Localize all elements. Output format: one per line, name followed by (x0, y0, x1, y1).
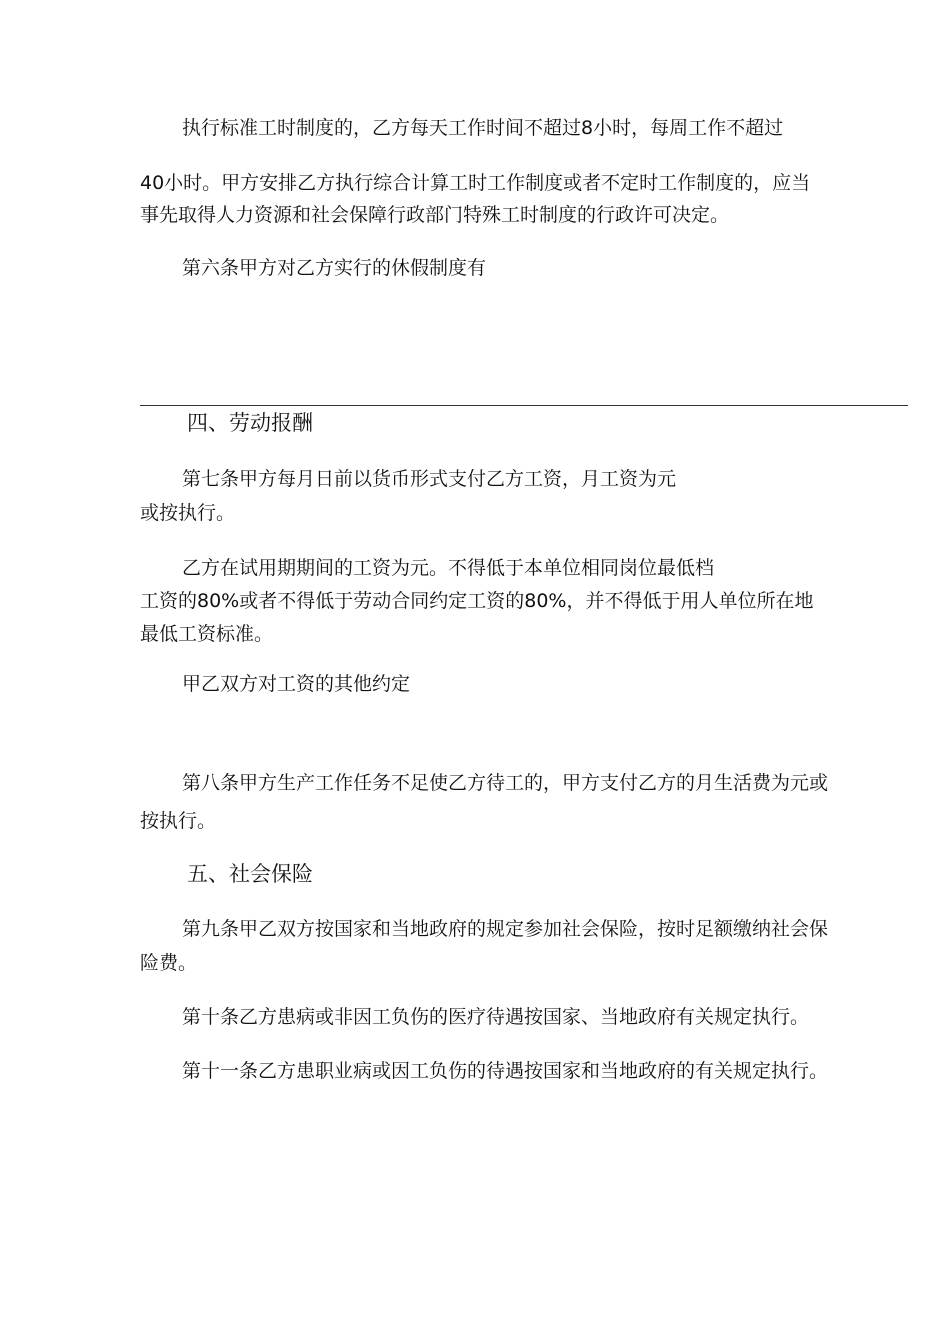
paragraph-line: 第七条甲方每月日前以货币形式支付乙方工资，月工资为元 (182, 468, 677, 490)
section-heading-social-insurance: 五、社会保险 (187, 862, 313, 886)
paragraph-line: 最低工资标准。 (140, 623, 274, 645)
paragraph-line: 乙方在试用期期间的工资为元。不得低于本单位相同岗位最低档 (182, 557, 715, 579)
paragraph-line: 第八条甲方生产工作任务不足使乙方待工的，甲方支付乙方的月生活费为元或 (182, 772, 829, 794)
paragraph-line: 甲乙双方对工资的其他约定 (182, 673, 411, 695)
paragraph-line: 工资的80%或者不得低于劳动合同约定工资的80%，并不得低于用人单位所在地 (140, 590, 814, 612)
paragraph-line: 40小时。甲方安排乙方执行综合计算工时工作制度或者不定时工作制度的，应当 (140, 172, 811, 194)
paragraph-line: 第六条甲方对乙方实行的休假制度有 (182, 257, 487, 279)
paragraph-line: 第十条乙方患病或非因工负伤的医疗待遇按国家、当地政府有关规定执行。 (182, 1006, 810, 1028)
paragraph-line: 事先取得人力资源和社会保障行政部门特殊工时制度的行政许可决定。 (140, 204, 730, 226)
paragraph-line: 险费。 (140, 952, 198, 974)
paragraph-line: 第九条甲乙双方按国家和当地政府的规定参加社会保险，按时足额缴纳社会保 (182, 918, 829, 940)
section-heading-labor-pay: 四、劳动报酬 (187, 411, 313, 435)
paragraph-line: 或按执行。 (140, 502, 236, 524)
paragraph-line: 第十一条乙方患职业病或因工负伤的待遇按国家和当地政府的有关规定执行。 (182, 1060, 829, 1082)
paragraph-line: 执行标准工时制度的，乙方每天工作时间不超过8小时，每周工作不超过 (182, 117, 784, 139)
paragraph-line: 按执行。 (140, 810, 217, 832)
horizontal-divider (140, 405, 908, 406)
